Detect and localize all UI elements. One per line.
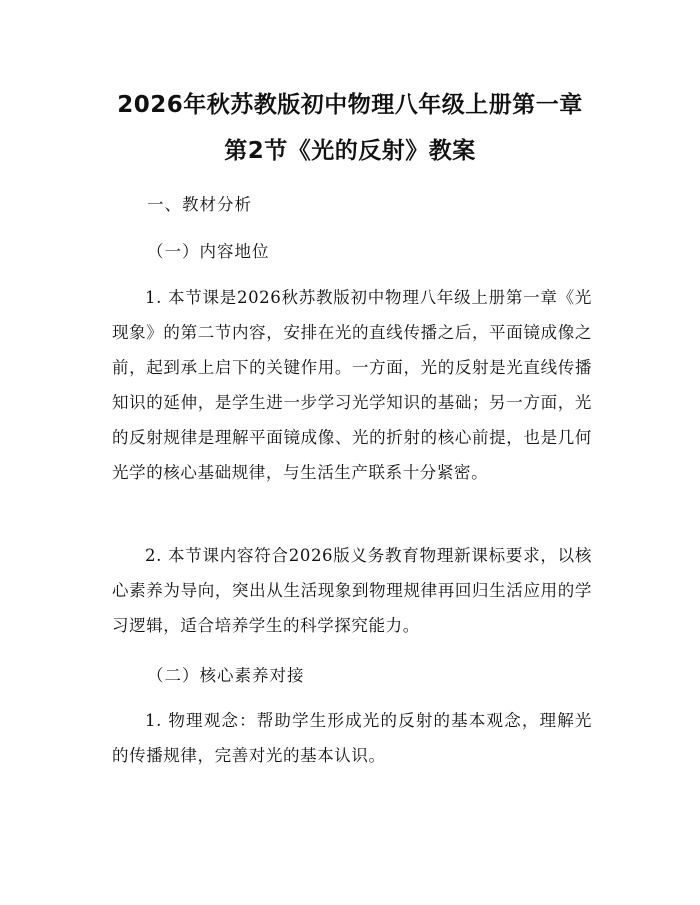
subsection-heading-core-competency: （二）核心素养对接	[147, 666, 305, 685]
document-title-line-1: 2026年秋苏教版初中物理八年级上册第一章	[117, 92, 583, 118]
paragraph-content-position-2: 2. 本节课内容符合2026版义务教育物理新课标要求，以核心素养为导向，突出从生活现象到物理规律再回归生活应用的学习逻辑，适合培养学生的科学探究能力。	[112, 546, 592, 635]
subsection-heading-content-position: （一）内容地位	[147, 242, 270, 261]
paragraph-content-position-1: 1. 本节课是2026秋苏教版初中物理八年级上册第一章《光现象》的第二节内容，安排在光的直线传播之后，平面镜成像之前，起到承上启下的关键作用。一方面，光的反射是光直线传播知识的延伸，是学生进一步学习光学知识的基础；另一方面，光的反射规律是理解平面镜成像、光的折射的核心前提，也是几何光学的核心基础规律，与生活生产联系十分紧密。	[112, 288, 592, 482]
document-title-line-2: 第2节《光的反射》教案	[224, 138, 476, 164]
section-heading-textbook-analysis: 一、教材分析	[147, 195, 252, 214]
paragraph-core-competency-1: 1. 物理观念：帮助学生形成光的反射的基本观念，理解光的传播规律，完善对光的基本认识。	[112, 711, 592, 765]
